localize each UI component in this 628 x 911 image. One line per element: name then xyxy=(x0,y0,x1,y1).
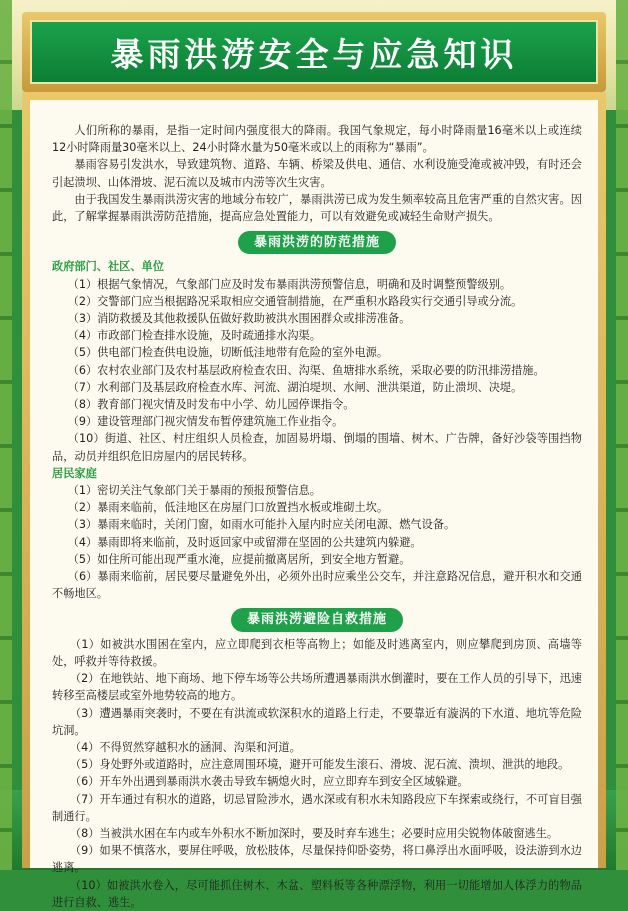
list-item: （2）在地铁站、地下商场、地下停车场等公共场所遭遇暴雨洪水倒灌时，要在工作人员的引导下，迅速转移至高楼层或室外地势较高的地方。 xyxy=(52,672,582,703)
list-item: （1）根据气象情况，气象部门应及时发布暴雨洪涝预警信息，明确和及时调整预警级别。 xyxy=(67,277,512,291)
intro-paragraph: 暴雨容易引发洪水，导致建筑物、道路、车辆、桥梁及供电、通信、水利设施受淹或被冲毁，有时还会引起溃坝、山体滑坡、泥石流以及城市内涝等次生灾害。 xyxy=(52,158,582,189)
section-title: 暴雨洪涝的防范措施 xyxy=(238,231,396,254)
list-item: （3）遭遇暴雨突袭时，不要在有洪流或软深积水的道路上行走，不要靠近有漩涡的下水道、地坑等危险坑洞。 xyxy=(52,706,582,737)
page-title: 暴雨洪涝安全与应急知识 xyxy=(110,34,518,74)
list-item: （6）农村农业部门及农村基层政府检查农田、沟渠、鱼塘排水系统，采取必要的防汛排涝措施。 xyxy=(67,363,545,377)
list-item: （5）供电部门检查供电设施，切断低洼地带有危险的室外电源。 xyxy=(67,346,389,360)
list-item: （3）消防救援及其他救援队伍做好救助被洪水围困群众或排涝准备。 xyxy=(67,312,411,326)
list-item: （6）开车外出遇到暴雨洪水袭击导致车辆熄火时，应立即弃车到安全区域躲避。 xyxy=(69,775,469,789)
list-item: （10）街道、社区、村庄组织人员检查，加固易坍塌、倒塌的围墙、树木、广告牌，备好沙袋等围挡物品，动员并组织危旧房屋内的居民转移。 xyxy=(52,432,582,463)
list-item: （8）当被洪水困在车内或车外积水不断加深时，要及时弃车逃生；必要时应用尖锐物体破窗逃生。 xyxy=(69,826,559,840)
item-list-self-rescue xyxy=(52,636,582,911)
group-heading: 政府部门、社区、单位 xyxy=(52,260,164,274)
list-item: （2）交警部门应当根据路况采取相应交通管制措施，在严重积水路段实行交通引导或分流。 xyxy=(67,294,523,308)
list-item: （7）开车通过有积水的道路，切忌冒险涉水，遇水深或有积水未知路段应下车探索或绕行，不可盲目强制通行。 xyxy=(52,792,582,823)
list-item: （4）市政部门检查排水设施，及时疏通排水沟渠。 xyxy=(67,329,321,343)
list-item: （2）暴雨来临前，低洼地区在房屋门口放置挡水板或堆砌土坎。 xyxy=(67,501,389,515)
list-item: （9）建设管理部门视灾情发布暂停建筑施工作业指令。 xyxy=(67,415,344,429)
list-item: （9）如果不慎落水，要屏住呼吸，放松肢体，尽量保持仰卧姿势，将口鼻浮出水面呼吸，设法游到水边逃离。 xyxy=(52,844,582,875)
list-item: （5）身处野外或道路时，应注意周围环境，避开可能发生滚石、滑坡、泥石流、溃坝、泄洪的地段。 xyxy=(69,758,570,772)
list-item: （1）密切关注气象部门关于暴雨的预报预警信息。 xyxy=(67,484,321,498)
list-item: （4）不得贸然穿越积水的涵洞、沟渠和河道。 xyxy=(69,740,301,754)
list-item: （1）如被洪水围困在室内，应立即爬到衣柜等高物上；如能及时逃离室内，则应攀爬到房顶、高墙等处，呼救并等待救援。 xyxy=(52,637,582,668)
bamboo-decoration-left xyxy=(0,0,12,870)
section-header-prevention xyxy=(52,231,582,254)
bamboo-decoration-right xyxy=(616,0,628,870)
section-header-self-rescue xyxy=(52,608,582,631)
item-list-residents xyxy=(52,482,582,602)
list-item: （8）教育部门视灾情及时发布中小学、幼儿园停课指令。 xyxy=(67,398,355,412)
section-title: 暴雨洪涝避险自救措施 xyxy=(231,608,403,631)
list-item: （10）如被洪水卷入，尽可能抓住树木、木盆、塑料板等各种漂浮物，利用一切能增加人体浮力的物品进行自救、逃生。 xyxy=(52,878,582,909)
list-item: （3）暴雨来临时，关闭门窗，如雨水可能扑入屋内时应关闭电源、燃气设备。 xyxy=(67,518,456,532)
list-item: （5）如住所可能出现严重水淹，应提前撤离居所，到安全地方暂避。 xyxy=(67,552,411,566)
list-item: （7）水利部门及基层政府检查水库、河流、湖泊堤坝、水闸、泄洪渠道，防止溃坝、决堤。 xyxy=(67,380,523,394)
item-list-government xyxy=(52,276,582,465)
content-panel xyxy=(30,100,598,909)
intro-paragraph: 人们所称的暴雨，是指一定时间内强度很大的降雨。我国气象规定，每小时降雨量16毫米以上或连续12小时降雨量30毫米以上、24小时降水量为50毫米或以上的雨称为“暴雨”。 xyxy=(52,124,582,155)
group-heading: 居民家庭 xyxy=(52,466,97,480)
title-banner xyxy=(30,20,598,84)
intro-paragraph: 由于我国发生暴雨洪涝灾害的地域分布较广，暴雨洪涝已成为发生频率较高且危害严重的自然灾害。因此，了解掌握暴雨洪涝防范措施，提高应急处置能力，可以有效避免或减轻生命财产损失。 xyxy=(52,192,582,224)
list-item: （6）暴雨来临前，居民要尽量避免外出，必须外出时应乘坐公交车，并注意路况信息，避开积水和交通不畅地区。 xyxy=(52,570,582,601)
list-item: （4）暴雨即将来临前，及时返回家中或留滞在坚固的公共建筑内躲避。 xyxy=(67,535,422,549)
